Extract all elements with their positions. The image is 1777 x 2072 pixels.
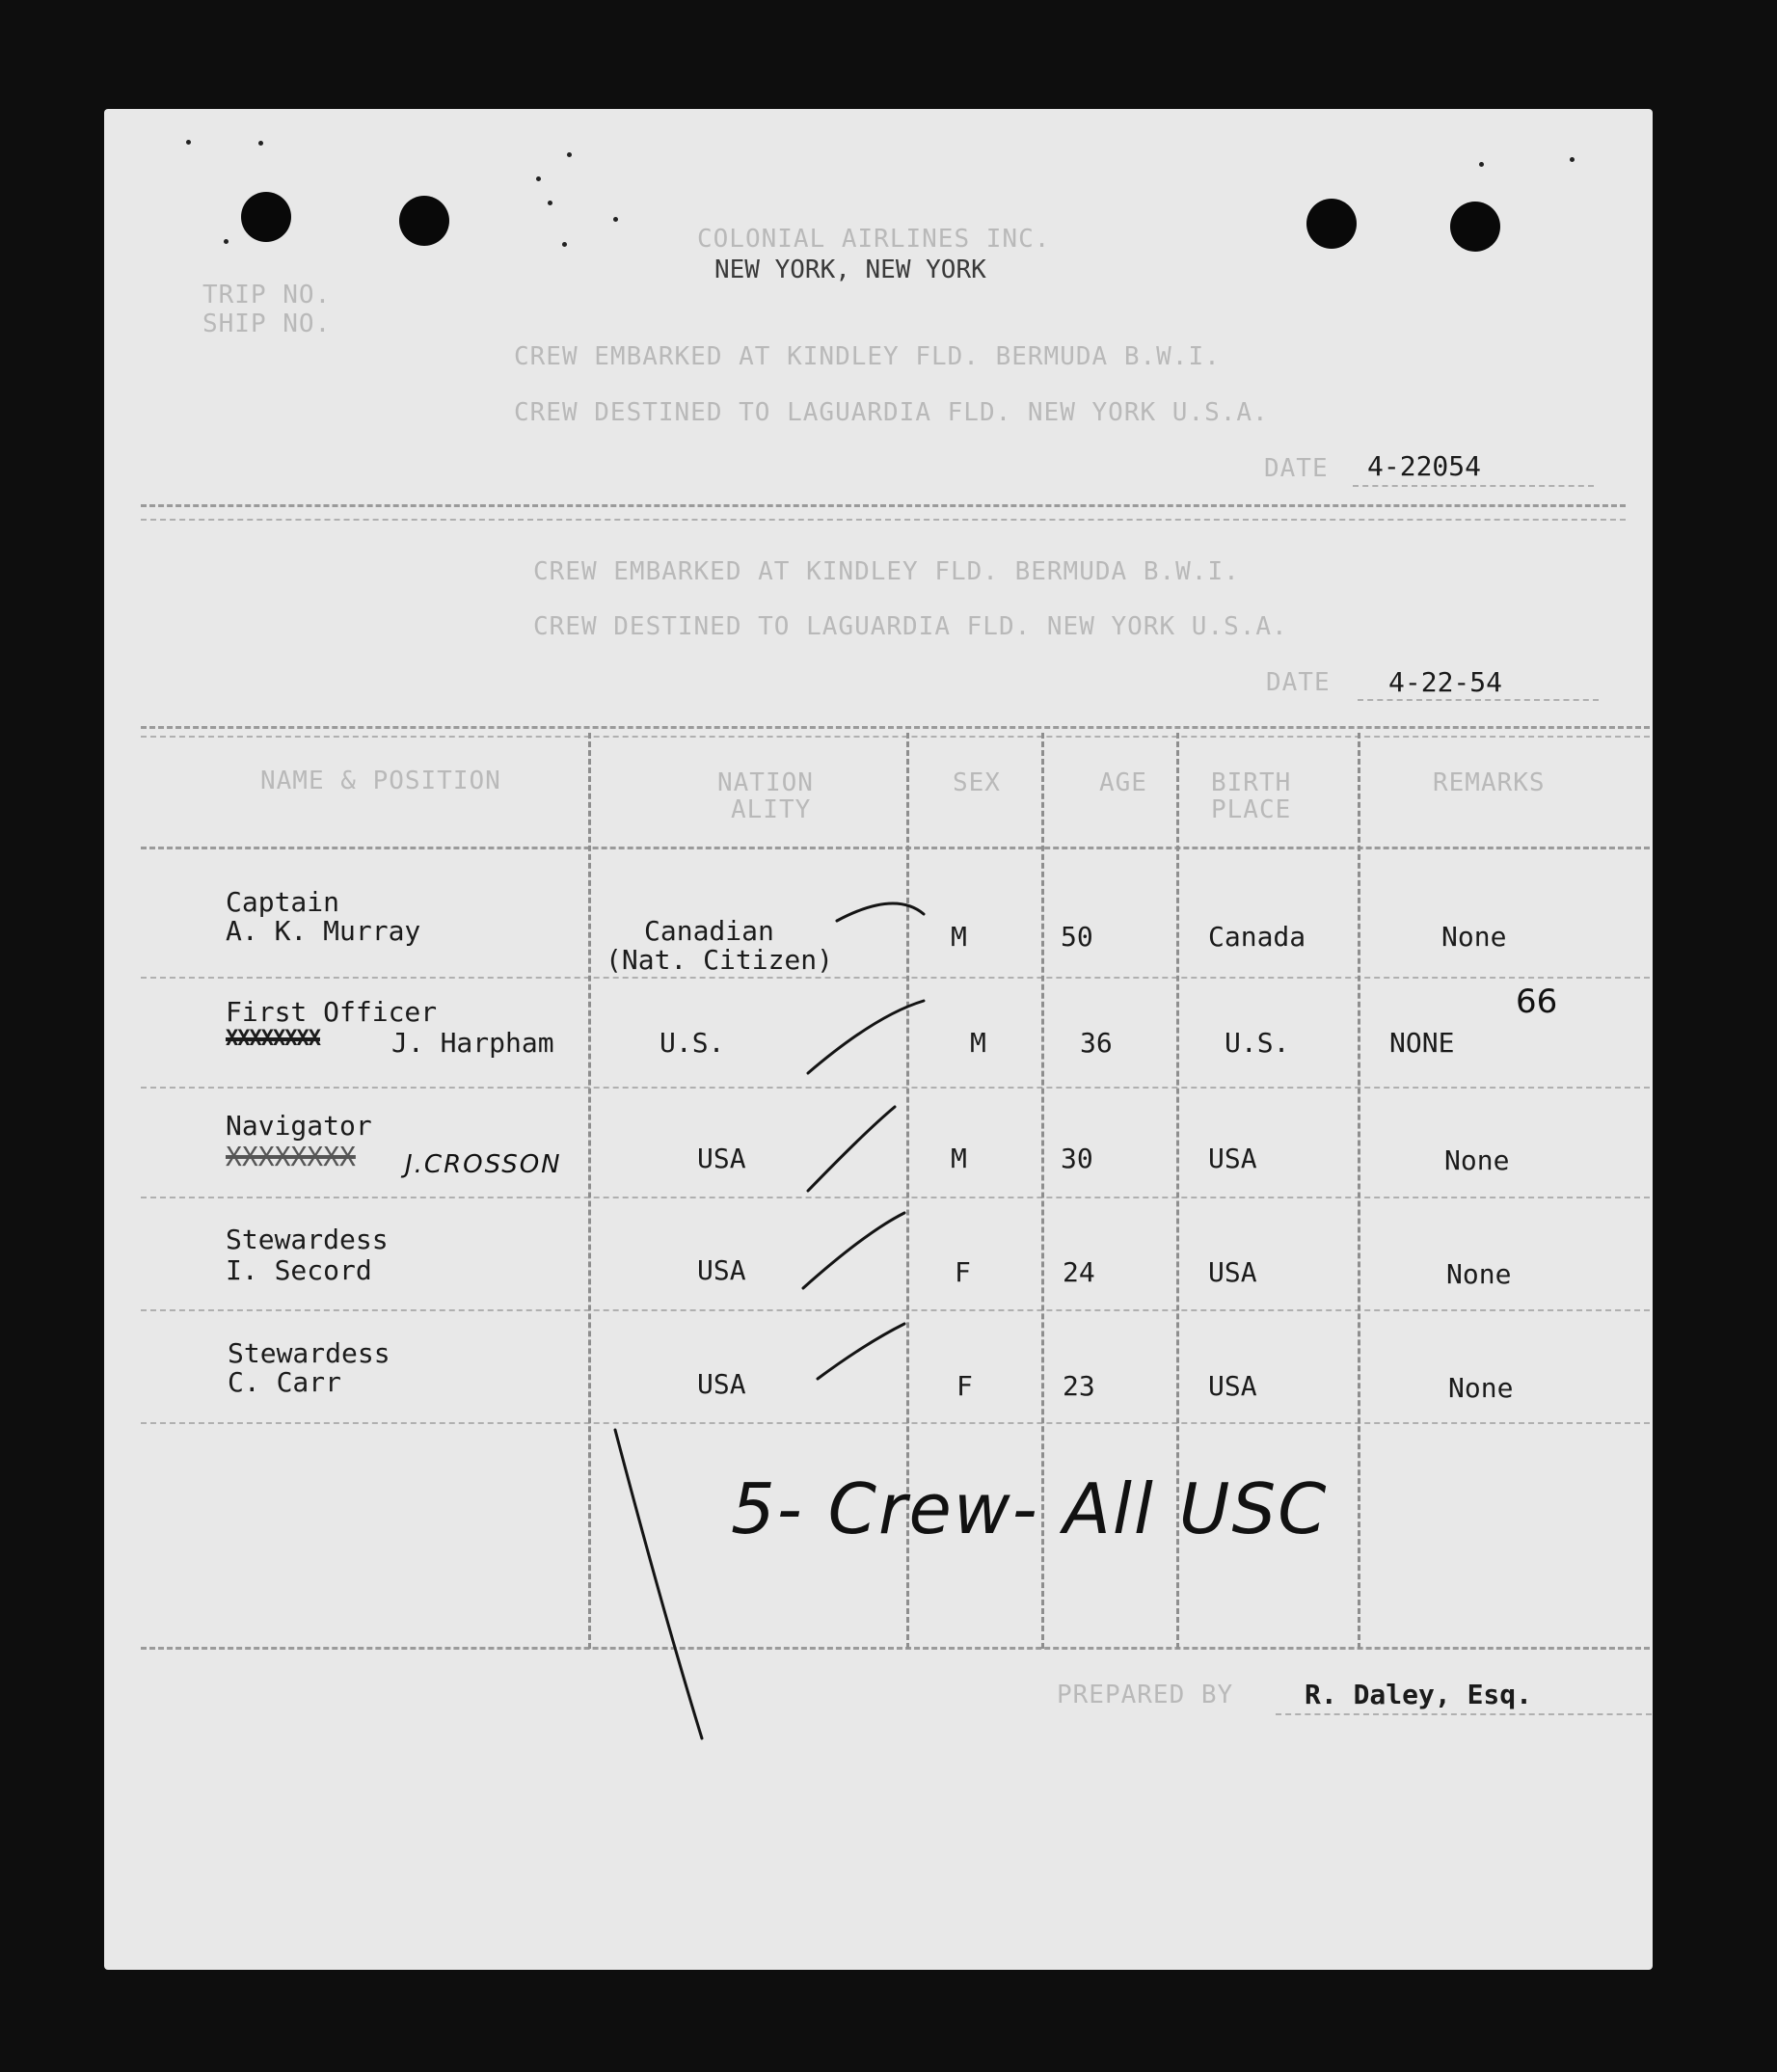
destined-line-1: CREW DESTINED TO LAGUARDIA FLD. NEW YORK U.S.A. [514, 398, 1269, 427]
crew-age: 24 [1063, 1256, 1095, 1288]
header-nationality: NATION [717, 768, 814, 797]
crew-position: Navigator [226, 1110, 372, 1142]
destined-line-2: CREW DESTINED TO LAGUARDIA FLD. NEW YORK U.S.A. [533, 612, 1288, 641]
crew-name-struck: XXXXXXXX [226, 1027, 320, 1051]
crew-position: Stewardess [228, 1337, 390, 1369]
date-value-1: 4-22054 [1367, 450, 1482, 482]
company-city: NEW YORK, NEW YORK [714, 256, 986, 284]
pen-marks [104, 109, 1653, 1970]
crew-remarks: NONE [1389, 1027, 1455, 1059]
crew-nationality: Canadian [644, 915, 774, 947]
crew-name: C. Carr [228, 1366, 342, 1398]
crew-position: Stewardess [226, 1224, 389, 1255]
check-mark [808, 1107, 895, 1191]
check-mark [818, 1324, 904, 1379]
ship-no-label: SHIP NO. [202, 309, 332, 338]
crew-sex: M [970, 1027, 986, 1059]
check-mark [837, 903, 924, 921]
document-page [104, 109, 1653, 1970]
header-name-position: NAME & POSITION [260, 767, 501, 795]
crew-sex: F [955, 1256, 971, 1288]
prepared-by-label: PREPARED BY [1057, 1681, 1234, 1709]
crew-name: I. Secord [226, 1254, 372, 1286]
crew-nationality: USA [697, 1368, 746, 1400]
crew-remarks: None [1444, 1144, 1510, 1176]
crew-age: 30 [1061, 1143, 1093, 1174]
date-value-2: 4-22-54 [1388, 666, 1503, 698]
crew-name: J. Harpham [391, 1027, 554, 1059]
crew-birthplace: USA [1208, 1256, 1257, 1288]
crew-age: 23 [1063, 1370, 1095, 1402]
check-mark [808, 1001, 924, 1073]
crew-sex: M [951, 921, 967, 953]
crew-birthplace: USA [1208, 1143, 1257, 1174]
crew-name-handwritten: J.CROSSON [405, 1150, 562, 1179]
crew-remarks: None [1441, 921, 1507, 953]
crew-position: First Officer [226, 996, 438, 1028]
crew-birthplace: Canada [1208, 921, 1306, 953]
crew-position: Captain [226, 886, 340, 918]
handwritten-66: 66 [1516, 982, 1558, 1021]
crew-nationality: USA [697, 1143, 746, 1174]
crew-sex: M [951, 1143, 967, 1174]
crew-birthplace: U.S. [1225, 1027, 1290, 1059]
crew-nationality-note: (Nat. Citizen) [606, 944, 834, 976]
crew-age: 36 [1080, 1027, 1113, 1059]
header-birthplace: PLACE [1211, 795, 1292, 824]
company-name: COLONIAL AIRLINES INC. [697, 225, 1051, 254]
date-label-2: DATE [1266, 668, 1331, 697]
tally-line [615, 1430, 702, 1738]
crew-nationality: USA [697, 1254, 746, 1286]
embarked-line-2: CREW EMBARKED AT KINDLEY FLD. BERMUDA B.W.I. [533, 557, 1240, 586]
embarked-line-1: CREW EMBARKED AT KINDLEY FLD. BERMUDA B.W.I. [514, 342, 1221, 371]
crew-name-struck: XXXXXXXX [226, 1141, 356, 1172]
header-nationality: ALITY [731, 795, 812, 824]
header-birthplace: BIRTH [1211, 768, 1292, 797]
crew-birthplace: USA [1208, 1370, 1257, 1402]
trip-no-label: TRIP NO. [202, 281, 332, 309]
handwritten-crew-note: 5- Crew- All USC [731, 1468, 1329, 1549]
prepared-by-name: R. Daley, Esq. [1305, 1679, 1533, 1710]
crew-remarks: None [1446, 1258, 1512, 1290]
crew-sex: F [956, 1370, 973, 1402]
crew-age: 50 [1061, 921, 1093, 953]
header-remarks: REMARKS [1433, 768, 1546, 797]
crew-name: A. K. Murray [226, 915, 421, 947]
check-mark [803, 1213, 904, 1288]
header-age: AGE [1099, 768, 1147, 797]
header-sex: SEX [953, 768, 1001, 797]
crew-remarks: None [1448, 1372, 1514, 1404]
crew-nationality: U.S. [660, 1027, 725, 1059]
date-label-1: DATE [1264, 454, 1329, 483]
